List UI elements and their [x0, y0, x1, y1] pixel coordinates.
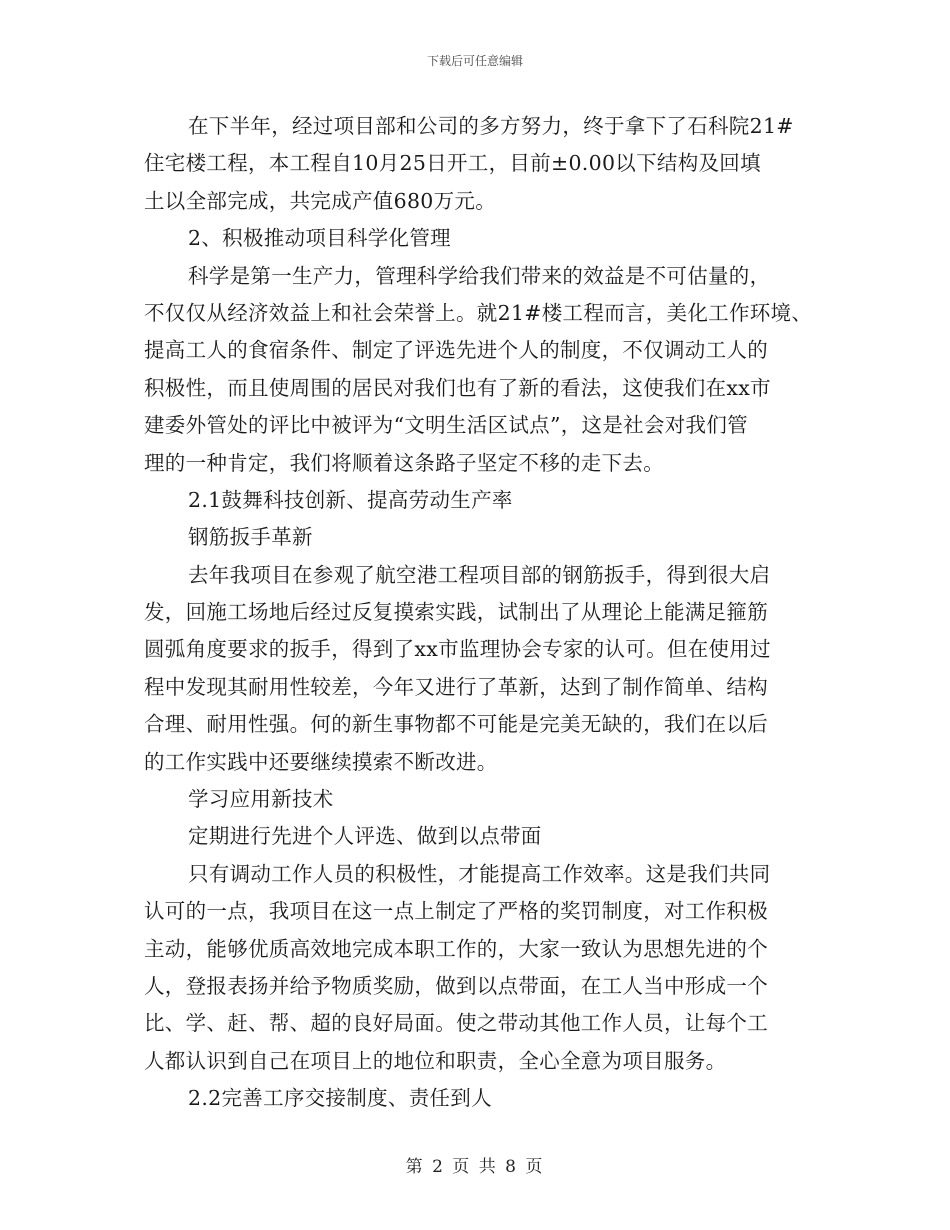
paragraph-line: 程中发现其耐用性较差，今年又进行了革新，达到了制作简单、结构 — [144, 674, 768, 699]
paragraph-line: 住宅楼工程，本工程自10月25日开工，目前±0.00以下结构及回填 — [144, 151, 761, 176]
paragraph-line: 人都认识到自己在项目上的地位和职责，全心全意为项目服务。 — [144, 1048, 727, 1073]
paragraph-line: 科学是第一生产力，管理科学给我们带来的效益是不可估量的， — [188, 263, 771, 288]
paragraph-line: 合理、耐用性强。何的新生事物都不可能是完美无缺的，我们在以后 — [144, 712, 768, 737]
paragraph-line: 土以全部完成，共完成产值680万元。 — [144, 188, 497, 213]
paragraph-line: 去年我项目在参观了航空港工程项目部的钢筋扳手，得到很大启 — [188, 562, 771, 587]
paragraph-line: 人，登报表扬并给予物质奖励，做到以点带面，在工人当中形成一个 — [144, 973, 768, 998]
subsection-heading: 2.1鼓舞科技创新、提高劳动生产率 — [188, 487, 513, 512]
paragraph-line: 主动，能够优质高效地完成本职工作的，大家一致认为思想先进的个 — [144, 936, 768, 961]
paragraph-line: 提高工人的食宿条件、制定了评选先进个人的制度，不仅调动工人的 — [144, 338, 768, 363]
paragraph-line: 的工作实践中还要继续摸索不断改进。 — [144, 749, 498, 774]
subsection-heading: 钢筋扳手革新 — [188, 525, 313, 550]
section-heading: 2、积极推动项目科学化管理 — [188, 226, 451, 251]
paragraph-line: 建委外管处的评比中被评为“文明生活区试点”，这是社会对我们管 — [144, 413, 748, 438]
subsection-heading: 定期进行先进个人评选、做到以点带面 — [188, 824, 542, 849]
paragraph-line: 圆弧角度要求的扳手，得到了xx市监理协会专家的认可。但在使用过 — [144, 637, 771, 662]
document-body — [144, 108, 834, 1118]
paragraph-line: 认可的一点，我项目在这一点上制定了严格的奖罚制度，对工作积极 — [144, 899, 768, 924]
paragraph-line: 理的一种肯定，我们将顺着这条路子坚定不移的走下去。 — [144, 450, 664, 475]
subsection-heading: 学习应用新技术 — [188, 787, 334, 812]
paragraph-line: 发，回施工场地后经过反复摸索实践，试制出了从理论上能满足箍筋 — [144, 600, 768, 625]
paragraph-line: 在下半年，经过项目部和公司的多方努力，终于拿下了石科院21# — [188, 114, 794, 138]
page-header: 下载后可任意编辑 — [426, 54, 523, 68]
page-footer: 第 2 页 共 8 页 — [405, 1157, 545, 1177]
paragraph-line: 比、学、赶、帮、超的良好局面。使之带动其他工作人员，让每个工 — [144, 1011, 768, 1036]
subsection-heading: 2.2完善工序交接制度、责任到人 — [188, 1086, 492, 1111]
paragraph-line: 只有调动工作人员的积极性，才能提高工作效率。这是我们共同 — [188, 861, 771, 886]
paragraph-line: 积极性，而且使周围的居民对我们也有了新的看法，这使我们在xx市 — [144, 375, 771, 400]
paragraph-line: 不仅仅从经济效益上和社会荣誉上。就21#楼工程而言，美化工作环境、 — [144, 300, 813, 325]
